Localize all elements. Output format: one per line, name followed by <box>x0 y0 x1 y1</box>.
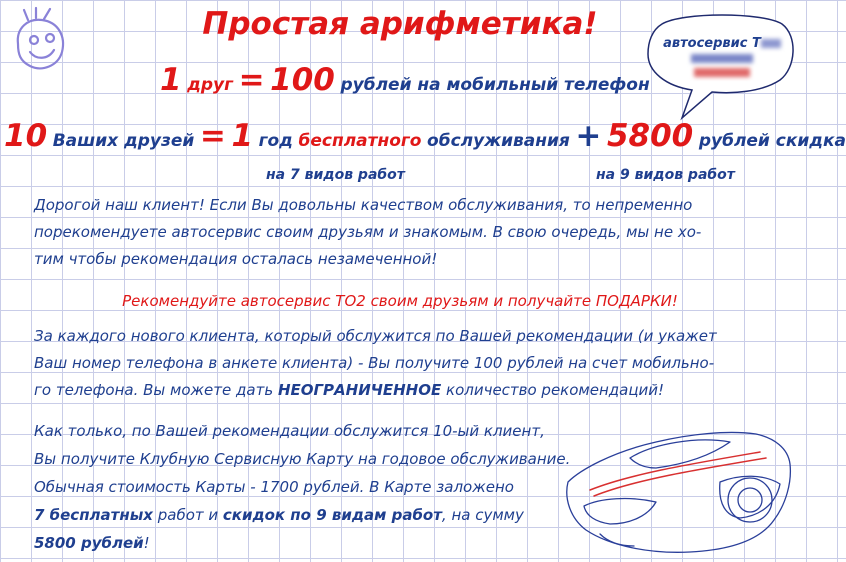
blurred-name-icon <box>761 39 781 48</box>
promo-line: Рекомендуйте автосервис ТО2 своим друзьям и получайте ПОДАРКИ! <box>122 292 678 310</box>
reward-line: го телефона. Вы можете дать НЕОГРАНИЧЕННОЕ количество рекомендаций! <box>34 381 665 399</box>
card-line: Обычная стоимость Карты - 1700 рублей. В Карте заложено <box>34 478 514 496</box>
note-free-work: на 7 видов работ <box>266 167 405 183</box>
note-discount-work: на 9 видов работ <box>596 167 735 183</box>
equation-friends: 10 Ваших друзей = 1 год бесплатного обслуживания + 5800 рублей скидка <box>4 118 846 154</box>
card-line: 7 бесплатных работ и скидок по 9 видам работ, на сумму <box>34 506 524 524</box>
reward-line: За каждого нового клиента, который обслужится по Вашей рекомендации (и укажет <box>34 327 717 345</box>
blurred-address-icon <box>691 54 753 63</box>
card-line: Как только, по Вашей рекомендации обслужится 10-ый клиент, <box>34 422 545 440</box>
card-line: Вы получите Клубную Сервисную Карту на годовое обслуживание. <box>34 450 571 468</box>
blurred-phone-icon <box>694 68 750 77</box>
speech-bubble-text: автосервис Т <box>652 36 792 77</box>
intro-line: Дорогой наш клиент! Если Вы довольны качеством обслуживания, то непременно <box>34 196 693 214</box>
intro-line: порекомендуете автосервис своим друзьям и знакомым. В свою очередь, мы не хо- <box>34 223 702 241</box>
equation-friend: 1 друг = 100 рублей на мобильный телефон <box>160 62 650 98</box>
intro-line: тим чтобы рекомендация осталась незамеченной! <box>34 250 438 268</box>
reward-line: Ваш номер телефона в анкете клиента) - Вы получите 100 рублей на счет мобильно- <box>34 354 715 372</box>
car-sketch-icon <box>560 412 796 558</box>
page-title: Простая арифметика! <box>202 6 598 42</box>
card-line: 5800 рублей! <box>34 534 150 552</box>
